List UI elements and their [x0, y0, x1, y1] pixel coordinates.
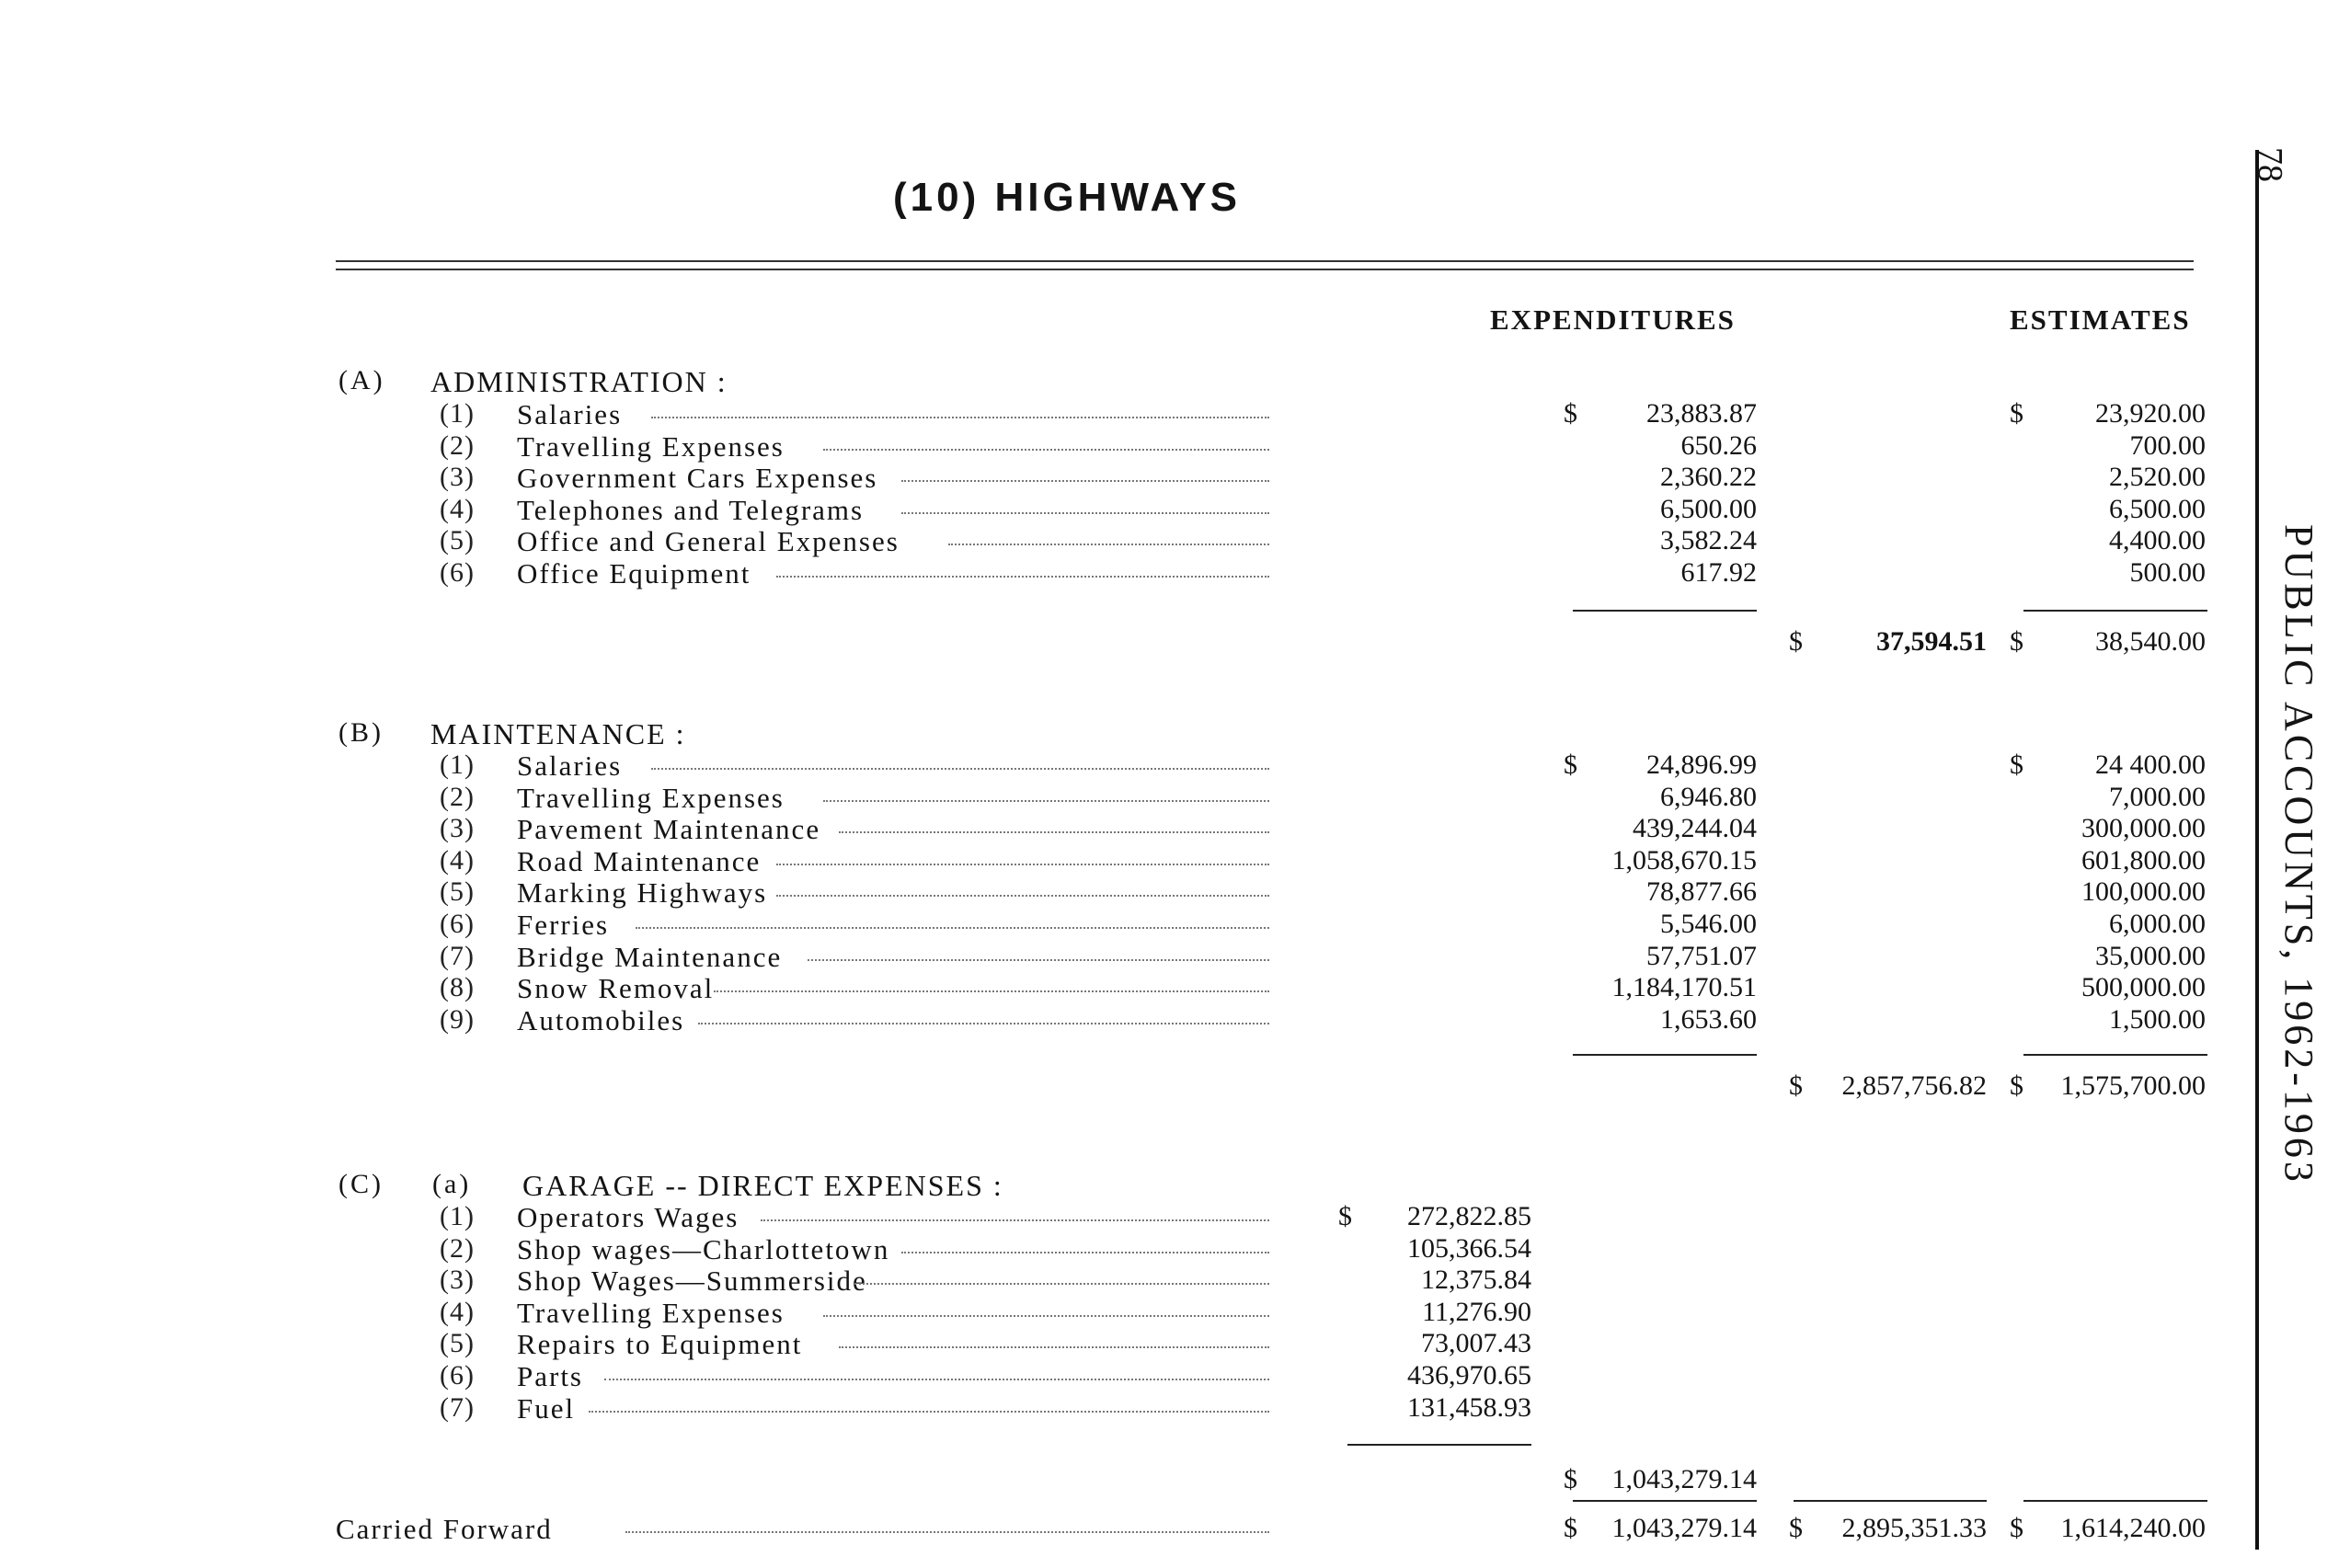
expenditure-value: 23,883.87	[1646, 398, 1757, 429]
carried-forward-col1: 1,043,279.14	[1611, 1513, 1757, 1543]
line-item-row	[0, 972, 2207, 1003]
carried-forward-dots	[625, 1531, 1269, 1533]
expenditure-value: 1,058,670.15	[1611, 844, 1757, 876]
leader-dots	[839, 831, 1269, 833]
estimate-value: 7,000.00	[2109, 781, 2206, 812]
section-a-total-est-dollar: $	[2010, 625, 2023, 657]
line-item-number: (6)	[440, 557, 475, 588]
line-item-row	[0, 1004, 2207, 1036]
leader-dots	[808, 959, 1269, 961]
line-item-row	[0, 398, 2207, 429]
page-number: 78	[2251, 147, 2289, 182]
estimate-value: 6,000.00	[2109, 909, 2206, 939]
section-a-total-exp-dollar: $	[1789, 625, 1803, 657]
expenditure-value: 78,877.66	[1646, 876, 1757, 908]
amount-value: 105,366.54	[1407, 1232, 1531, 1264]
expenditure-value: 24,896.99	[1646, 750, 1757, 780]
estimate-value: 2,520.00	[2109, 462, 2206, 493]
line-item-label: Road Maintenance	[517, 844, 762, 877]
leader-dots	[901, 512, 1269, 514]
running-header: PUBLIC ACCOUNTS, 1962-1963	[2276, 524, 2321, 1185]
expenditure-dollar: $	[1564, 398, 1577, 429]
line-item-row	[0, 909, 2207, 940]
section-c-letter: (C)	[338, 1169, 384, 1199]
section-c-underline	[1347, 1444, 1531, 1446]
line-item-row	[0, 1201, 2207, 1232]
section-a-letter: (A)	[338, 365, 385, 395]
line-item-label: Snow Removal	[517, 972, 715, 1005]
line-item-label: Automobiles	[517, 1003, 685, 1036]
line-item-number: (7)	[440, 1391, 475, 1423]
amount-value: 73,007.43	[1421, 1328, 1531, 1359]
line-item-label: Pavement Maintenance	[517, 813, 821, 846]
amount-value: 11,276.90	[1422, 1296, 1531, 1327]
leader-dots	[776, 895, 1269, 897]
title-rule-bottom	[336, 269, 2194, 270]
leader-dots	[776, 864, 1269, 865]
estimate-value: 6,500.00	[2109, 493, 2206, 524]
line-item-row	[0, 941, 2207, 972]
expenditure-value: 6,500.00	[1660, 493, 1757, 524]
line-item-row	[0, 845, 2207, 876]
leader-dots	[636, 927, 1269, 929]
expenditure-value: 439,244.04	[1633, 813, 1757, 844]
line-item-label: Parts	[517, 1360, 583, 1392]
line-item-number: (6)	[440, 909, 475, 939]
leader-dots	[823, 800, 1269, 802]
section-c-subtotal: 1,043,279.14	[1611, 1464, 1757, 1495]
line-item-row	[0, 1297, 2207, 1328]
line-item-number: (1)	[440, 750, 475, 780]
estimate-dollar: $	[2010, 398, 2023, 429]
leader-dots	[776, 576, 1269, 578]
line-item-row	[0, 1233, 2207, 1265]
amount-value: 436,970.65	[1407, 1360, 1531, 1391]
carried-forward-col2: 2,895,351.33	[1841, 1513, 1987, 1543]
estimate-value: 24 400.00	[2095, 750, 2206, 780]
expenditure-value: 5,546.00	[1660, 909, 1757, 939]
line-item-row	[0, 494, 2207, 525]
amount-value: 12,375.84	[1421, 1265, 1531, 1296]
line-item-row	[0, 750, 2207, 781]
leader-dots	[589, 1411, 1269, 1413]
amount-value: 131,458.93	[1407, 1391, 1531, 1423]
line-item-label: Salaries	[517, 398, 623, 430]
line-item-number: (9)	[440, 1003, 475, 1035]
section-a-est-underline	[2023, 610, 2207, 612]
line-item-number: (2)	[440, 429, 475, 461]
expenditure-value: 3,582.24	[1660, 525, 1757, 556]
line-item-label: Office Equipment	[517, 557, 751, 589]
estimate-value: 601,800.00	[2081, 844, 2206, 876]
section-a-total-estimate: 38,540.00	[2095, 625, 2206, 657]
line-item-number: (1)	[440, 398, 475, 429]
line-item-row	[0, 782, 2207, 813]
line-item-label: Bridge Maintenance	[517, 940, 783, 973]
expenditures-header: EXPENDITURES	[1490, 303, 1736, 336]
page-edge-rule	[2255, 150, 2259, 1550]
estimate-value: 100,000.00	[2081, 876, 2206, 908]
line-item-row	[0, 1392, 2207, 1424]
section-b-total-exp-dollar: $	[1789, 1070, 1803, 1102]
section-a-exp-underline	[1573, 610, 1757, 612]
line-item-label: Fuel	[517, 1391, 576, 1425]
page-title: (10) HIGHWAYS	[892, 175, 1241, 220]
leader-dots	[854, 1283, 1269, 1285]
estimate-value: 4,400.00	[2109, 525, 2206, 556]
line-item-number: (5)	[440, 876, 475, 908]
expenditure-value: 650.26	[1680, 429, 1757, 461]
line-item-number: (5)	[440, 525, 475, 556]
expenditure-value: 1,653.60	[1660, 1003, 1757, 1035]
section-b-total-estimate: 1,575,700.00	[2060, 1070, 2206, 1102]
section-c-subtotal-dollar: $	[1564, 1464, 1577, 1495]
line-item-number: (3)	[440, 462, 475, 493]
estimate-value: 23,920.00	[2095, 398, 2206, 429]
line-item-label: Telephones and Telegrams	[517, 493, 865, 526]
expenditure-value: 617.92	[1680, 557, 1757, 588]
section-b-est-underline	[2023, 1054, 2207, 1056]
line-item-number: (3)	[440, 813, 475, 844]
line-item-row	[0, 1360, 2207, 1391]
leader-dots	[761, 1219, 1269, 1221]
section-a-total-expenditure: 37,594.51	[1876, 625, 1987, 657]
line-item-label: Salaries	[517, 750, 623, 782]
leader-dots	[839, 1346, 1269, 1348]
section-c-sub: (a)	[432, 1169, 472, 1199]
line-item-number: (1)	[440, 1201, 475, 1231]
cf-dollar-3: $	[2010, 1513, 2023, 1543]
section-c-heading: GARAGE -- DIRECT EXPENSES :	[522, 1169, 1003, 1202]
carried-forward-label: Carried Forward	[336, 1513, 553, 1545]
section-b-letter: (B)	[338, 717, 384, 748]
line-item-label: Government Cars Expenses	[517, 462, 878, 495]
line-item-row	[0, 430, 2207, 462]
expenditure-dollar: $	[1564, 750, 1577, 780]
leader-dots	[901, 1252, 1269, 1253]
amount-dollar: $	[1338, 1201, 1352, 1231]
line-item-row	[0, 462, 2207, 493]
line-item-label: Repairs to Equipment	[517, 1328, 803, 1361]
line-item-number: (4)	[440, 493, 475, 524]
carried-forward-col3: 1,614,240.00	[2060, 1513, 2206, 1543]
estimate-value: 700.00	[2129, 429, 2206, 461]
section-a-heading: ADMINISTRATION :	[430, 365, 728, 398]
line-item-number: (3)	[440, 1265, 475, 1296]
leader-dots	[823, 449, 1269, 451]
line-item-row	[0, 525, 2207, 556]
section-b-total-expenditure: 2,857,756.82	[1841, 1070, 1987, 1102]
section-b-heading: MAINTENANCE :	[430, 717, 686, 750]
estimate-value: 1,500.00	[2109, 1003, 2206, 1035]
line-item-label: Shop wages—Charlottetown	[517, 1232, 890, 1265]
line-item-number: (4)	[440, 1296, 475, 1327]
line-item-row	[0, 1328, 2207, 1359]
leader-dots	[651, 417, 1269, 418]
expenditure-value: 6,946.80	[1660, 781, 1757, 812]
cf-underline-1	[1573, 1500, 1757, 1502]
amount-value: 272,822.85	[1407, 1201, 1531, 1231]
leader-dots	[604, 1379, 1269, 1380]
estimate-value: 35,000.00	[2095, 940, 2206, 971]
line-item-number: (2)	[440, 781, 475, 812]
line-item-number: (5)	[440, 1328, 475, 1359]
expenditure-value: 57,751.07	[1646, 940, 1757, 971]
leader-dots	[948, 544, 1269, 545]
line-item-number: (8)	[440, 972, 475, 1003]
cf-dollar-1: $	[1564, 1513, 1577, 1543]
estimate-value: 500,000.00	[2081, 972, 2206, 1003]
cf-dollar-2: $	[1789, 1513, 1803, 1543]
line-item-label: Marking Highways	[517, 876, 768, 910]
line-item-row	[0, 813, 2207, 844]
line-item-label: Travelling Expenses	[517, 1296, 785, 1329]
estimate-value: 500.00	[2129, 557, 2206, 588]
cf-underline-3	[2023, 1500, 2207, 1502]
cf-underline-2	[1794, 1500, 1987, 1502]
leader-dots	[901, 480, 1269, 482]
line-item-number: (6)	[440, 1360, 475, 1391]
line-item-label: Ferries	[517, 909, 610, 941]
title-rule-top	[336, 260, 2194, 262]
line-item-label: Office and General Expenses	[517, 525, 900, 558]
line-item-label: Travelling Expenses	[517, 781, 785, 814]
line-item-row	[0, 1265, 2207, 1296]
line-item-number: (2)	[440, 1232, 475, 1264]
line-item-number: (7)	[440, 940, 475, 971]
expenditure-value: 1,184,170.51	[1611, 972, 1757, 1003]
estimates-header: ESTIMATES	[2010, 303, 2191, 336]
line-item-number: (4)	[440, 844, 475, 876]
line-item-label: Travelling Expenses	[517, 429, 785, 463]
estimate-value: 300,000.00	[2081, 813, 2206, 844]
leader-dots	[651, 768, 1269, 770]
leader-dots	[714, 990, 1269, 992]
expenditure-value: 2,360.22	[1660, 462, 1757, 493]
estimate-dollar: $	[2010, 750, 2023, 780]
section-b-exp-underline	[1573, 1054, 1757, 1056]
line-item-label: Operators Wages	[517, 1201, 739, 1233]
line-item-label: Shop Wages—Summerside	[517, 1265, 867, 1298]
leader-dots	[823, 1315, 1269, 1317]
leader-dots	[698, 1023, 1269, 1024]
section-b-total-est-dollar: $	[2010, 1070, 2023, 1102]
line-item-row	[0, 557, 2207, 589]
line-item-row	[0, 876, 2207, 908]
